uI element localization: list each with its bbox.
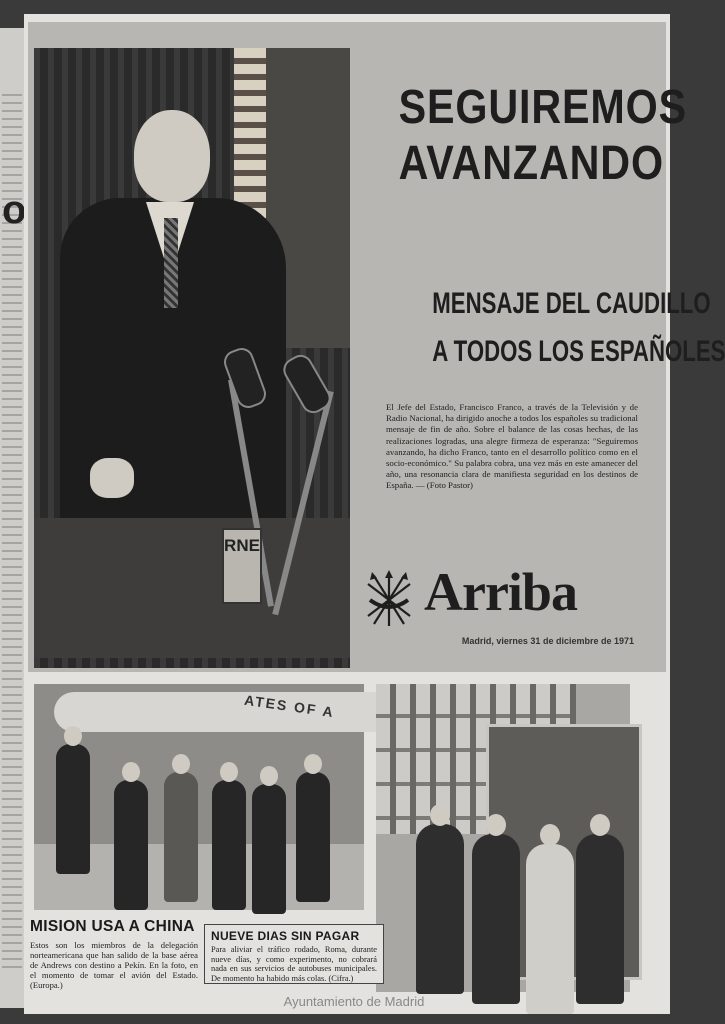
person (164, 772, 198, 902)
dateline: Madrid, viernes 31 de diciembre de 1971 (461, 636, 634, 646)
mision-caption: Estos son los miembros de la delegación norteamericana que han salido de la base aérea de Andrews con destino a Pekín. En la foto, en el momento de tomar el avión del Estado. (Europa.) (30, 940, 198, 990)
person (212, 780, 246, 910)
watermark: Ayuntamiento de Madrid (283, 994, 425, 1009)
subheadline-line-1: MENSAJE DEL CAUDILLO (432, 287, 711, 320)
person (252, 784, 286, 914)
person (576, 834, 624, 1004)
yoke-and-arrows-icon (364, 570, 414, 630)
main-headline (398, 80, 688, 192)
plane-delegation-photo (34, 684, 364, 910)
person (56, 744, 90, 874)
podium (34, 518, 350, 658)
mision-title: MISION USA A CHINA (30, 918, 195, 935)
roma-caption: Para aliviar el tráfico rodado, Roma, durante nueve días, y como experimento, no cobrará nada en sus servicios de autobuses municipales. De momento ha habido más colas. (Cifra.) (211, 945, 377, 983)
left-page-edge (0, 28, 26, 1008)
front-page (24, 14, 725, 1014)
person (416, 824, 464, 994)
headline-line-2: AVANZANDO (398, 137, 664, 190)
roma-title: NUEVE DIAS SIN PAGAR (211, 929, 360, 943)
plane-fuselage-text: ATES OF A (243, 691, 336, 721)
subheadline (432, 280, 725, 376)
franco-photo (34, 48, 350, 654)
roma-caption-box (204, 924, 384, 984)
person (472, 834, 520, 1004)
rome-bus-photo (376, 684, 630, 992)
subheadline-line-2: A TODOS LOS ESPAÑOLES (432, 335, 725, 368)
lead-story-text: El Jefe del Estado, Francisco Franco, a través de la Televisión y de Radio Nacional, ha dirigido anoche a todos los españoles su tradicional mensaje de fin de año. Sobre el balance de las cosas hechas, de las realizaciones logradas, una alegre firmeza de esperanza: "Seguiremos avanzando, ha dicho Franco, tanto en el desarrollo político como en el socio-económico." Su palabra cobra, una vez más en este amanecer del año, una resonancia clara de manifiesta seguridad en los destinos de España. — (Foto Pastor) (386, 402, 638, 491)
left-page-fragment: o (2, 188, 25, 232)
upper-section (28, 22, 725, 672)
masthead-title: Arriba (424, 562, 577, 622)
person (296, 772, 330, 902)
headline-line-1: SEGUIREMOS (398, 81, 688, 134)
rne-podium-label: RNE (222, 528, 262, 604)
person (114, 780, 148, 910)
figure-head (134, 110, 210, 202)
person (526, 844, 574, 1014)
